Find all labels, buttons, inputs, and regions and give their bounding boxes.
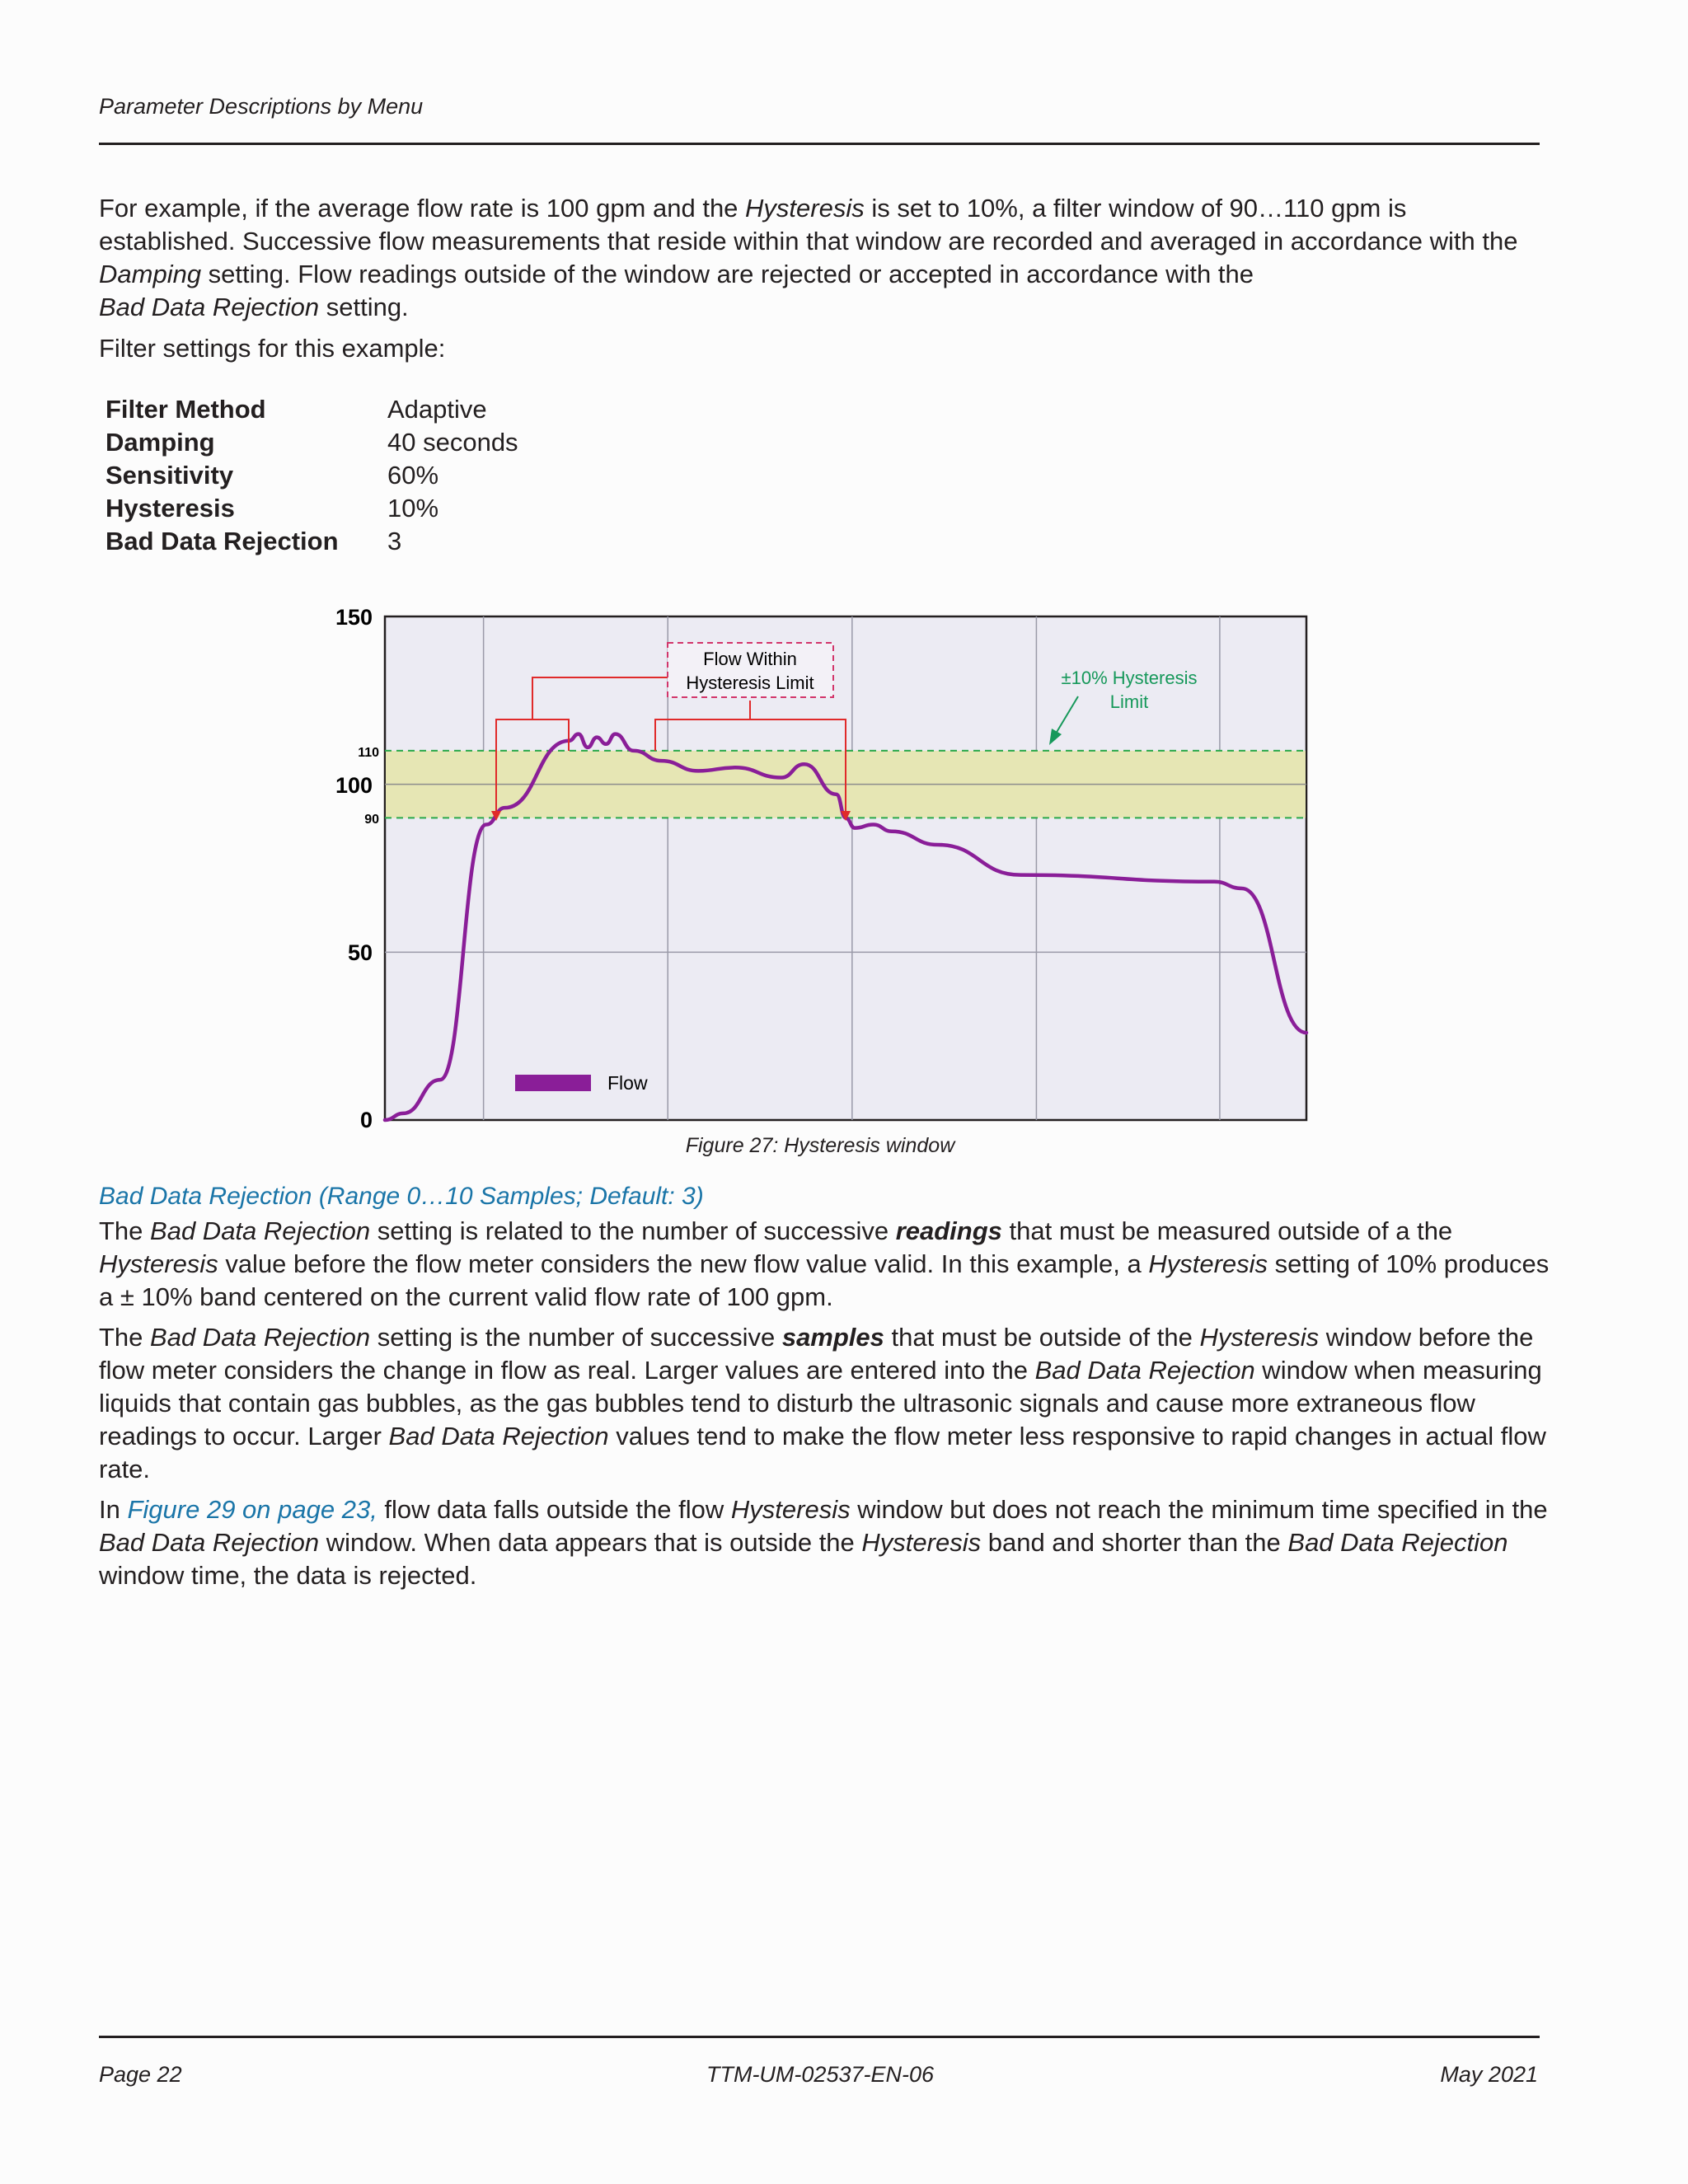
plot-area xyxy=(385,616,1306,1120)
footer-date: May 2021 xyxy=(1440,2062,1538,2087)
hysteresis-annotation-line-1: ±10% Hysteresis xyxy=(1061,668,1198,688)
intro-text xyxy=(99,192,1550,365)
paragraph-figure-ref: In Figure 29 on page 23, flow data falls outside the flow Hysteresis window but does not reach the minimum time specified in the Bad Data Rejection window. When data appears that is outside the Hysteresis band and shorter than the Bad Data Rejection window time, the data is rejected. xyxy=(99,1495,1548,1590)
hysteresis-chart xyxy=(165,577,1319,1154)
y-tick-label: 0 xyxy=(359,1108,373,1132)
settings-row: Filter Method Adaptive xyxy=(106,395,487,424)
filter-settings-table xyxy=(106,393,518,558)
y-tick-label: 50 xyxy=(347,940,373,965)
callout-text-line-1: Flow Within xyxy=(703,649,797,669)
paragraph-readings: The Bad Data Rejection setting is related to the number of successive readings that must be measured outside of a the Hysteresis value before the flow meter considers the new flow value valid. In this example, a Hysteresis setting of 10% produces a ± 10% band centered on the current valid flow rate of 100 gpm. xyxy=(99,1216,1550,1311)
filter-settings-intro: Filter settings for this example: xyxy=(99,334,446,363)
running-header: Parameter Descriptions by Menu xyxy=(99,94,424,119)
footer-page-number: Page 22 xyxy=(99,2062,182,2087)
y-tick-label: 110 xyxy=(358,746,379,760)
y-tick-label: 90 xyxy=(364,813,379,827)
settings-row: Hysteresis 10% xyxy=(106,494,439,523)
callout-text-line-2: Hysteresis Limit xyxy=(686,673,814,693)
figure-29-link[interactable]: Figure 29 on page 23, xyxy=(127,1495,377,1524)
y-tick-label: 100 xyxy=(335,773,373,798)
footer-doc-id: TTM-UM-02537-EN-06 xyxy=(706,2062,935,2087)
figure-caption: Figure 27: Hysteresis window xyxy=(685,1134,955,1157)
hysteresis-annotation-line-2: Limit xyxy=(1109,691,1149,712)
intro-paragraph: For example, if the average flow rate is 100 gpm and the Hysteresis is set to 10%, a filter window of 90…110 gpm is established. Successive flow measurements that reside within that window are recorded and averaged in accordance with the Damping setting. Flow readings outside of the window are rejected or accepted in accordance with the Bad Data Rejection setting. xyxy=(99,194,1518,321)
paragraph-samples: The Bad Data Rejection setting is the number of successive samples that must be outside of the Hysteresis window before the flow meter considers the change in flow as real. Larger values are entered into the Bad Data Rejection window when measuring liquids that contain gas bubbles, as the gas bubbles tend to disturb the ultrasonic signals and cause more extraneous flow readings to occur. Larger Bad Data Rejection values tend to make the flow meter less responsive to rapid changes in actual flow rate. xyxy=(99,1323,1546,1483)
legend-label: Flow xyxy=(607,1072,648,1094)
settings-row: Bad Data Rejection 3 xyxy=(106,527,402,555)
legend-swatch xyxy=(515,1075,591,1091)
footer-rule xyxy=(99,2036,1540,2038)
y-tick-label: 150 xyxy=(335,605,373,630)
section-body xyxy=(99,1215,1550,1592)
header-rule xyxy=(99,143,1540,145)
settings-row: Damping 40 seconds xyxy=(106,428,518,457)
hysteresis-chart-svg xyxy=(165,577,1319,1154)
settings-row: Sensitivity 60% xyxy=(106,461,439,490)
section-heading: Bad Data Rejection (Range 0…10 Samples; Default: 3) xyxy=(99,1183,704,1210)
